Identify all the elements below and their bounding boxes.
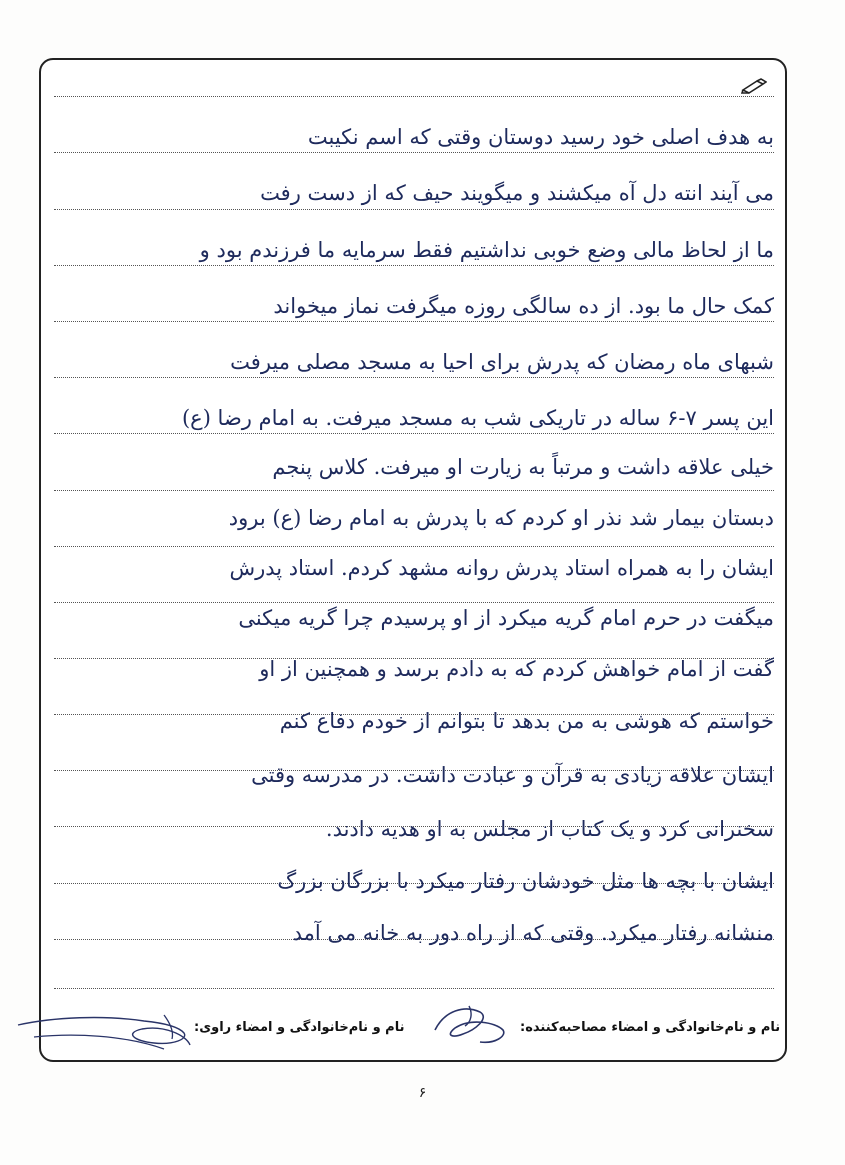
page-number: ۶ <box>418 1085 427 1101</box>
ruled-line <box>54 209 774 210</box>
handwritten-line: ایشان را به همراه استاد پدرش روانه مشهد کردم. استاد پدرش <box>229 556 774 580</box>
handwritten-line: خواستم که هوشی به من بدهد تا بتوانم از خودم دفاع کنم <box>279 709 774 733</box>
handwritten-line: منشانه رفتار میکرد. وقتی که از راه دور به خانه می آمد <box>292 921 774 945</box>
handwritten-line: شبهای ماه رمضان که پدرش برای احیا به مسجد مصلی میرفت <box>230 350 774 374</box>
ruled-line <box>54 433 774 434</box>
ruled-line <box>54 96 774 97</box>
handwritten-line: به هدف اصلی خود رسید دوستان وقتی که اسم نکیبت <box>307 125 774 149</box>
narrator-signature <box>14 1005 194 1060</box>
interviewer-signature <box>425 1000 510 1048</box>
ruled-line <box>54 490 774 491</box>
ruled-line <box>54 988 774 989</box>
handwritten-line: خیلی علاقه داشت و مرتباً به زیارت او میرفت. کلاس پنجم <box>272 455 774 479</box>
ruled-line <box>54 152 774 153</box>
ruled-line <box>54 377 774 378</box>
pen-icon <box>741 78 767 94</box>
ruled-line <box>54 265 774 266</box>
narrator-signature-label: نام و نام‌خانوادگی و امضاء راوی: <box>194 1020 405 1035</box>
handwritten-line: دبستان بیمار شد نذر او کردم که با پدرش به امام رضا (ع) برود <box>228 506 774 530</box>
handwritten-line: ایشان علاقه زیادی به قرآن و عبادت داشت. در مدرسه وقتی <box>251 763 774 787</box>
ruled-line <box>54 546 774 547</box>
handwritten-line: کمک حال ما بود. از ده سالگی روزه میگرفت نماز میخواند <box>273 294 774 318</box>
ruled-line <box>54 321 774 322</box>
handwritten-line: گفت از امام خواهش کردم که به دادم برسد و همچنین از او <box>259 657 774 681</box>
handwritten-line: می آیند انته دل آه میکشند و میگویند حیف که از دست رفت <box>260 181 774 205</box>
handwritten-line: سخنرانی کرد و یک کتاب از مجلس به او هدیه دادند. <box>325 817 774 841</box>
interviewer-signature-label: نام و نام‌خانوادگی و امضاء مصاحبه‌کننده: <box>520 1020 781 1035</box>
handwritten-line: ما از لحاظ مالی وضع خوبی نداشتیم فقط سرمایه ما فرزندم بود و <box>199 238 774 262</box>
handwritten-line: ایشان با بچه ها مثل خودشان رفتار میکرد با بزرگان بزرگ <box>277 869 774 893</box>
handwritten-line: میگفت در حرم امام گریه میکرد از او پرسیدم چرا گریه میکنی <box>238 606 774 630</box>
handwritten-line: این پسر ۷-۶ ساله در تاریکی شب به مسجد میرفت. به امام رضا (ع) <box>181 406 774 430</box>
